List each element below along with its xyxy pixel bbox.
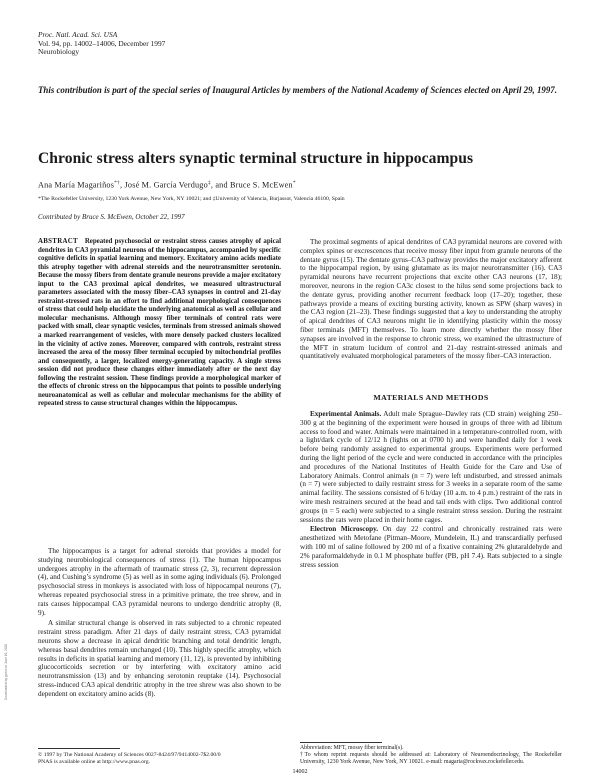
journal-volume: Vol. 94, pp. 14002–14006, December 1997 [38,38,166,48]
body-paragraph: A similar structural change is observed in rats subjected to a chronic repeated restraint stress paradigm. After 21 days of daily restraint stress, CA3 pyramidal neurons show a decrease in apical dendritic branching and total dendritic length, whereas basal dendrites remain unchanged (10). This highly specific atrophy, which results in deficits in spatial learning and memory (11, 12), is prevented by inhibiting glucocorticoids secretion or by interfering with excitatory amino acid neurotransmission (13) and by enhancing serotonin reuptake (14). Psychosocial stress-induced CA3 apical dendritic atrophy in the tree shrew was also shown to be dependent on excitatory amino acids (8). [38,619,281,698]
author-list [38,180,296,190]
author-separator-2: , and [210,180,231,190]
author-1: Ana María Magariños [38,180,115,190]
methods-paragraph [300,525,562,569]
page-number: 14002 [292,769,308,775]
copyright-line: © 1997 by The National Academy of Sciences 0027-8424/97/9414002-7$2.00/0 [38,752,221,758]
body-paragraph: The proximal segments of apical dendrites of CA3 pyramidal neurons are covered with complex spines or excrescences that receive mossy fiber input from granule neurons of the dentate gyrus (15). The dentate gyrus–CA3 pathway provides the major excitatory afferent to the hippocampal region, by using glutamate as its major neurotransmitter (16). CA3 pyramidal neurons have recurrent projections that excite other CA3 neurons (17, 18); moreover, neurons in the region CA3c closest to the hilus send some projections back to the dentate gyrus, providing another recurrent feedback loop (17–20); together, these pathways provide a means of exciting bursting activity, known as SPW (sharp waves) in the CA3 region (21–23). These findings suggested that a key to understanding the atrophy of apical dendrites of CA3 neurons might lie in identifying plasticity within the mossy fiber terminals (MFT) themselves. To learn more directly whether the mossy fiber synapses are involved in the response to chronic stress, we examined the ultrastructure of the MFT in stratum lucidum of control and 21-day restraint-stressed animals and quantitatively evaluated morphological parameters of the mossy fiber–CA3 interaction. [300,238,562,361]
abstract-text: Repeated psychosocial or restraint stress causes atrophy of apical dendrites in CA3 pyramidal neurons of the hippocampus, accompanied by specific cognitive deficits in spatial learning and memory. Excitatory amino acids mediate this atrophy together with adrenal steroids and the neurotransmitter serotonin. Because the mossy fibers from dentate granule neurons provide a major excitatory input to the CA3 proximal apical dendrites, we measured ultrastructural parameters associated with the mossy fiber–CA3 synapses in control and 21-day restraint-stressed rats in an effort to find additional morphological consequences of stress that could help elucidate the underlying anatomical as well as cellular and molecular mechanisms. Although mossy fiber terminals of control rats were packed with small, clear synaptic vesicles, terminals from stressed animals showed a marked rearrangement of vesicles, with more densely packed clusters localized in the vicinity of active zones. Moreover, compared with controls, restraint stress increased the area of the mossy fiber terminal occupied by mitochondrial profiles and consequently, a larger, localized energy-generating capacity. A single stress session did not produce these changes either immediately after or the next day following the restraint session. These findings provide a morphological marker of the effects of chronic stress on the hippocampus that points to possible underlying neuroanatomical as well as cellular and molecular mechanisms for the ability of repeated stress to cause structural changes within the hippocampus. [38,238,281,408]
author-3: Bruce S. McEwen [230,180,293,190]
introduction-right [300,238,562,361]
special-series-note: This contribution is part of the special series of Inaugural Articles by members of the National Academy of Sciences elected on April 29, 1997. [38,85,557,95]
abstract-label: ABSTRACT [38,238,78,245]
author-2-mark: ‡ [207,180,211,186]
run-in-heading: Electron Microscopy. [310,525,379,534]
author-2: José M. García Verdugo [124,180,208,190]
pnas-online-line: PNAS is available online at http://www.pnas.org. [38,759,150,766]
methods-paragraph [300,410,562,524]
footnote: Abbreviation: MFT, mossy fiber terminal(s). [300,745,404,751]
footnote-divider [38,748,120,749]
methods-body [300,410,562,569]
abstract [38,238,281,409]
author-3-mark: * [292,180,296,186]
download-watermark: Downloaded by guest on June 16, 2020 [4,643,8,700]
article-title: Chronic stress alters synaptic terminal structure in hippocampus [38,150,474,167]
paragraph-text: On day 22 control and chronically restrained rats were anesthetized with Metofane (Pitman–Moore, Mundelein, IL) and transcardially perfused with 100 ml of saline followed by 200 ml of a fixative containing 2% glutaraldehyde and 2% paraformaldehyde in 0.1 M phosphate buffer (PB, pH 7.4). Rats subjected to a single stress session [300,525,562,569]
author-1-mark: *† [114,180,121,186]
footnote: †To whom reprint requests should be addressed at: Laboratory of Neuroendocrinology, The Rockefeller University, 1230 York Avenue, New York, NY 10021. e-mail: magaria@rockvax.rockefeller.edu. [300,751,562,765]
contributed-by: Contributed by Bruce S. McEwen, October 22, 1997 [38,213,185,221]
paragraph-text: Adult male Sprague–Dawley rats (CD strain) weighing 250–300 g at the beginning of the experiment were housed in groups of three with ad libitum access to food and water. Animals were maintained in a temperature-controlled room, with a light/dark cycle of 12/12 h (lights on at 0700 h) and were handled daily for 1 week before being randomly assigned to experimental groups. Experiments were performed during the light period of the cycle and were conducted in accordance with the principles and procedures of the National Institutes of Health Guide for the Care and Use of Laboratory Animals. Control animals (n = 7) were left undisturbed, and stressed animals (n = 7) were subjected to daily restraint stress for 3 weeks in a separate room of the same animal facility. The sessions consisted of 6 h/day (10 a.m. to 4 p.m.) restraint of the rats in wire mesh restrainers secured at the head and tail ends with clips. Two additional control groups (n = 5 each) were subjected to a single restraint stress session. During the restraint sessions the rats were placed in their home cages. [300,410,562,524]
journal-header [38,31,165,57]
introduction-left [38,547,281,699]
journal-section: Neurobiology [38,47,80,57]
footnotes [300,745,562,765]
affiliations: *The Rockefeller University, 1230 York Avenue, New York, NY 10021; and ‡University of Valencia, Burjassot, Valencia 46100, Spain [38,196,345,202]
footnote-divider [300,742,382,743]
author-separator-1: , [120,180,125,190]
run-in-heading: Experimental Animals. [310,410,382,418]
body-paragraph: The hippocampus is a target for adrenal steroids that provides a model for studying neurobiological consequences of stress (1). The human hippocampus undergoes atrophy in the aftermath of traumatic stress (2, 3), recurrent depression (4), and Cushing’s syndrome (5) as well as in some aging individuals (6). Prolonged psychosocial stress in monkeys is associated with loss of hippocampal neurons (7), whereas repeated psychosocial stress in a primitive primate, the tree shrew, and in rats causes hippocampal CA3 pyramidal neurons to undergo dendritic atrophy (8, 9). [38,547,281,617]
copyright-block [38,752,281,766]
journal-name: Proc. Natl. Acad. Sci. USA [38,30,118,39]
section-heading: MATERIALS AND METHODS [373,393,489,402]
